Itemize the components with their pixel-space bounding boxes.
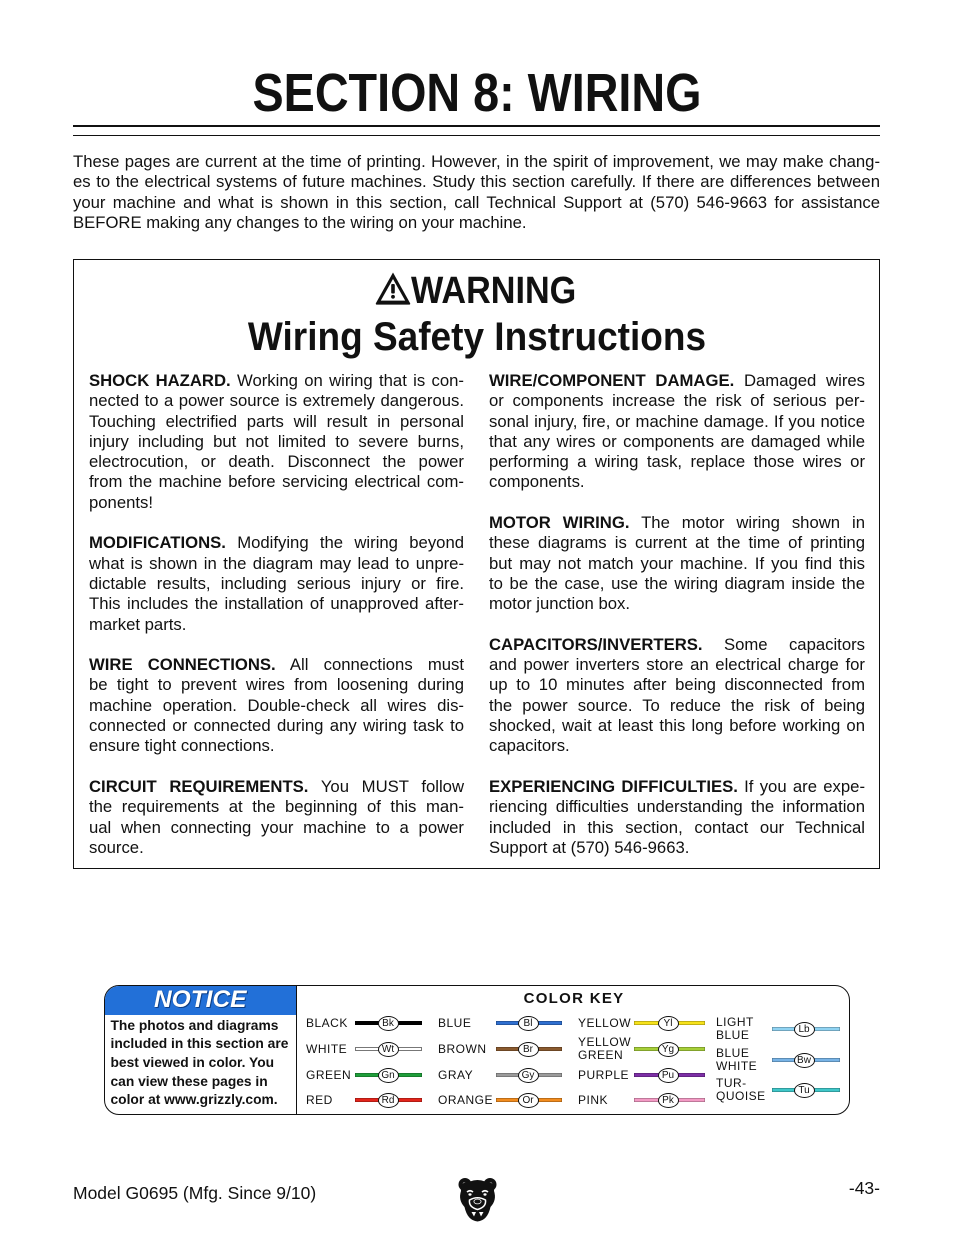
wire-code-badge: Gy xyxy=(518,1068,539,1083)
line-text: If you are expe- xyxy=(744,776,865,796)
line-text: source. xyxy=(89,837,144,857)
safety-line xyxy=(89,554,464,574)
safety-paragraph xyxy=(89,533,464,634)
safety-paragraph xyxy=(489,635,865,757)
intro-line: es to the electrical systems of future machines. Study this section carefully. If there are differences between xyxy=(73,172,880,192)
safety-line xyxy=(89,412,464,432)
safety-line xyxy=(489,513,865,533)
paragraph-lead: EXPERIENCING DIFFICULTIES. xyxy=(489,776,738,796)
paragraph-lead: CAPACITORS/INVERTERS. xyxy=(489,634,703,654)
line-text: Some capacitors xyxy=(723,634,865,654)
line-text: ensure tight connections. xyxy=(89,736,275,756)
line-text: performing a wiring task, replace those wires or xyxy=(489,452,865,472)
wire-color-label xyxy=(438,1043,487,1056)
safety-line xyxy=(489,371,865,391)
line-text: nected to a power source is extremely dangerous. xyxy=(89,391,464,411)
wire-code-badge: Gn xyxy=(378,1068,399,1083)
wire-color-label xyxy=(716,1047,757,1073)
line-text: the requirements at the beginning of this man- xyxy=(89,797,464,817)
line-text: Touching electrified parts will result in personal xyxy=(89,411,464,431)
line-text: dictable results, including serious injury or fire. xyxy=(89,573,464,593)
notice-line: can view these pages in xyxy=(110,1073,268,1089)
grizzly-bear-logo-icon xyxy=(457,1176,498,1222)
line-text: Support at (570) 546-9663. xyxy=(489,837,690,857)
safety-line xyxy=(89,736,464,756)
paragraph-lead: CIRCUIT REQUIREMENTS. xyxy=(89,776,309,796)
safety-line xyxy=(489,594,865,614)
safety-line xyxy=(89,716,464,736)
safety-line xyxy=(89,371,464,391)
paragraph-lead: MODIFICATIONS. xyxy=(89,533,226,553)
wire-color-label-line: BLUE xyxy=(716,1028,750,1042)
line-text: This includes the installation of unapproved after- xyxy=(89,594,464,614)
safety-line xyxy=(89,432,464,452)
notice-line: color at www.grizzly.com. xyxy=(110,1092,278,1108)
line-text: components. xyxy=(489,472,585,492)
intro-paragraph xyxy=(73,152,880,233)
line-text: motor junction box. xyxy=(489,594,630,614)
safety-line xyxy=(489,838,865,858)
wire-color-label-line: QUOISE xyxy=(716,1089,766,1103)
title-rule-bottom xyxy=(73,135,880,136)
paragraph-lead: SHOCK HAZARD. xyxy=(89,371,231,390)
wire-color-label-line: GREEN xyxy=(578,1048,624,1062)
safety-line xyxy=(489,391,865,411)
line-text: ual when connecting your machine to a power xyxy=(89,817,464,837)
warning-heading: Wiring Safety Instructions xyxy=(247,315,707,359)
safety-line xyxy=(89,574,464,594)
line-text: machine operation. Double-check all wires dis- xyxy=(89,695,464,715)
wire-color-label-line: GRAY xyxy=(438,1067,474,1082)
wire-color-label-line: PINK xyxy=(578,1092,609,1107)
wire-code-badge: Pk xyxy=(658,1093,679,1108)
safety-line xyxy=(89,391,464,411)
wire-color-label-line: WHITE xyxy=(716,1059,758,1073)
warning-column-left xyxy=(89,371,464,878)
wire-color-label-line: TUR- xyxy=(716,1076,747,1090)
safety-line xyxy=(89,838,464,858)
safety-line xyxy=(489,554,865,574)
line-text: electrocution, or death. Disconnect the power xyxy=(89,452,464,472)
wire-color-label-line: LIGHT xyxy=(716,1015,754,1029)
paragraph-lead: WIRE CONNECTIONS. xyxy=(89,655,276,675)
wire-color-label-line: BROWN xyxy=(438,1041,487,1056)
line-text: You MUST follow xyxy=(320,776,464,796)
wire-code-badge: Rd xyxy=(378,1093,399,1108)
notice-line: The photos and diagrams xyxy=(110,1017,279,1033)
line-text: Working on wiring that is con- xyxy=(237,371,464,390)
safety-line xyxy=(489,655,865,675)
wire-color-label xyxy=(578,1036,631,1062)
line-text: injury including but not limited to severe burns, xyxy=(89,431,464,451)
wire-color-label xyxy=(306,1069,351,1082)
wire-code-badge: Yl xyxy=(658,1016,679,1031)
wire-code-badge: Bk xyxy=(378,1016,399,1031)
safety-paragraph xyxy=(89,655,464,756)
safety-line xyxy=(89,493,464,513)
paragraph-lead: WIRE/COMPONENT DAMAGE. xyxy=(489,371,735,390)
paragraph-lead: MOTOR WIRING. xyxy=(489,513,630,533)
safety-line xyxy=(489,818,865,838)
wire-color-label xyxy=(306,1094,333,1107)
line-text: up to 10 minutes after being disconnected from xyxy=(489,675,865,695)
wire-code-badge: Wt xyxy=(378,1042,399,1057)
safety-line xyxy=(89,615,464,635)
safety-line xyxy=(489,777,865,797)
safety-line xyxy=(89,696,464,716)
intro-line: These pages are current at the time of printing. However, in the spirit of improvement, we may make chang- xyxy=(73,152,880,171)
safety-paragraph xyxy=(489,371,865,493)
section-title: SECTION 8: WIRING xyxy=(252,63,702,123)
line-text: but may not match your machine. If you find this xyxy=(489,553,865,573)
line-text: capacitors. xyxy=(489,736,570,756)
line-text: and power inverters store an electrical charge for xyxy=(489,655,865,675)
wire-color-label xyxy=(716,1016,754,1042)
safety-line xyxy=(89,777,464,797)
wire-color-label-line: WHITE xyxy=(306,1041,348,1056)
warning-column-right xyxy=(489,371,865,878)
line-text: from the machine before servicing electrical com- xyxy=(89,472,464,492)
intro-line: BEFORE making any changes to the wiring on your machine. xyxy=(73,212,527,232)
wire-code-badge: Bl xyxy=(518,1016,539,1031)
line-text: the power source. To reduce the risk of being xyxy=(489,695,865,715)
notice-line: included in this section are xyxy=(110,1036,289,1052)
wire-color-label xyxy=(716,1077,766,1103)
wire-color-label xyxy=(578,1017,631,1030)
line-text: to be the case, use the wiring diagram inside the xyxy=(489,573,865,593)
color-key-title: COLOR KEY xyxy=(523,990,625,1007)
line-text: ponents! xyxy=(89,492,154,512)
wire-color-label-line: YELLOW xyxy=(578,1015,632,1030)
footer-model: Model G0695 (Mfg. Since 9/10) xyxy=(73,1183,317,1203)
safety-line xyxy=(489,716,865,736)
wire-color-label xyxy=(438,1017,471,1030)
safety-line xyxy=(489,412,865,432)
wire-code-badge: Br xyxy=(518,1042,539,1057)
wire-code-badge: Bw xyxy=(794,1053,815,1068)
line-text: shocked, wait at least this long before working on xyxy=(489,716,865,736)
safety-line xyxy=(489,533,865,553)
safety-line xyxy=(489,432,865,452)
intro-line: your machine and what is shown in this section, call Technical Support at (570) 546-9663 for assistance xyxy=(73,192,880,212)
safety-line xyxy=(489,675,865,695)
notice-text xyxy=(111,1017,295,1111)
line-text: these diagrams is current at the time of printing xyxy=(489,533,865,553)
line-text: Modifying the wiring beyond xyxy=(237,533,465,553)
warning-label: WARNING xyxy=(411,270,577,312)
safety-paragraph xyxy=(89,777,464,858)
wire-color-label-line: BLUE xyxy=(716,1046,750,1060)
wire-color-label-line: ORANGE xyxy=(438,1092,494,1107)
wire-color-label-line: RED xyxy=(306,1092,333,1107)
wire-code-badge: Lb xyxy=(794,1022,815,1037)
wire-color-label-line: YELLOW xyxy=(578,1035,632,1049)
line-text: All connections must xyxy=(289,655,465,675)
safety-line xyxy=(89,675,464,695)
notice-header xyxy=(105,986,296,1015)
line-text: The motor wiring shown in xyxy=(641,513,865,533)
safety-line xyxy=(89,818,464,838)
wire-color-label-line: BLUE xyxy=(438,1015,472,1030)
line-text: be tight to prevent wires from loosening during xyxy=(89,675,464,695)
wire-color-label-line: GREEN xyxy=(306,1067,352,1082)
line-text: or components increase the risk of serious per- xyxy=(489,391,865,411)
safety-line xyxy=(489,696,865,716)
wire-color-label-line: PURPLE xyxy=(578,1067,630,1082)
safety-line xyxy=(89,655,464,675)
page-number: -43- xyxy=(848,1178,880,1198)
wire-code-badge: Yg xyxy=(658,1042,679,1057)
notice-panel xyxy=(105,986,297,1114)
wire-code-badge: Pu xyxy=(658,1068,679,1083)
safety-line xyxy=(89,594,464,614)
safety-line xyxy=(489,635,865,655)
wire-code-badge: Or xyxy=(518,1093,539,1108)
safety-line xyxy=(89,797,464,817)
safety-line xyxy=(489,452,865,472)
safety-line xyxy=(489,574,865,594)
line-text: Damaged wires xyxy=(743,371,866,390)
line-text: sonal injury, fire, or machine damage. If you notice xyxy=(489,411,865,431)
line-text: connected or connected during any wiring task to xyxy=(89,716,464,736)
line-text: riencing difficulties understanding the information xyxy=(489,797,865,817)
safety-line xyxy=(489,797,865,817)
wire-color-label xyxy=(306,1017,348,1030)
line-text: included in this section, contact our Technical xyxy=(489,817,865,837)
wire-color-label xyxy=(578,1094,608,1107)
line-text: market parts. xyxy=(89,614,187,634)
notice-label: NOTICE xyxy=(153,986,247,1014)
notice-line: best viewed in color. You xyxy=(110,1054,275,1070)
safety-paragraph xyxy=(489,513,865,614)
wire-color-label xyxy=(578,1069,629,1082)
safety-paragraph xyxy=(89,371,464,513)
line-text: what is shown in the diagram may lead to unpre- xyxy=(89,553,464,573)
title-rule-top xyxy=(73,125,880,127)
safety-line xyxy=(89,472,464,492)
warning-triangle-icon xyxy=(375,271,411,306)
safety-line xyxy=(89,452,464,472)
safety-paragraph xyxy=(489,777,865,858)
wire-code-badge: Tu xyxy=(794,1083,815,1098)
safety-line xyxy=(89,533,464,553)
wire-color-label-line: BLACK xyxy=(306,1015,348,1030)
safety-line xyxy=(489,472,865,492)
line-text: that any wires or components are damaged while xyxy=(489,431,865,451)
safety-line xyxy=(489,736,865,756)
wire-color-label xyxy=(438,1094,493,1107)
wire-color-label xyxy=(306,1043,347,1056)
wire-color-label xyxy=(438,1069,473,1082)
